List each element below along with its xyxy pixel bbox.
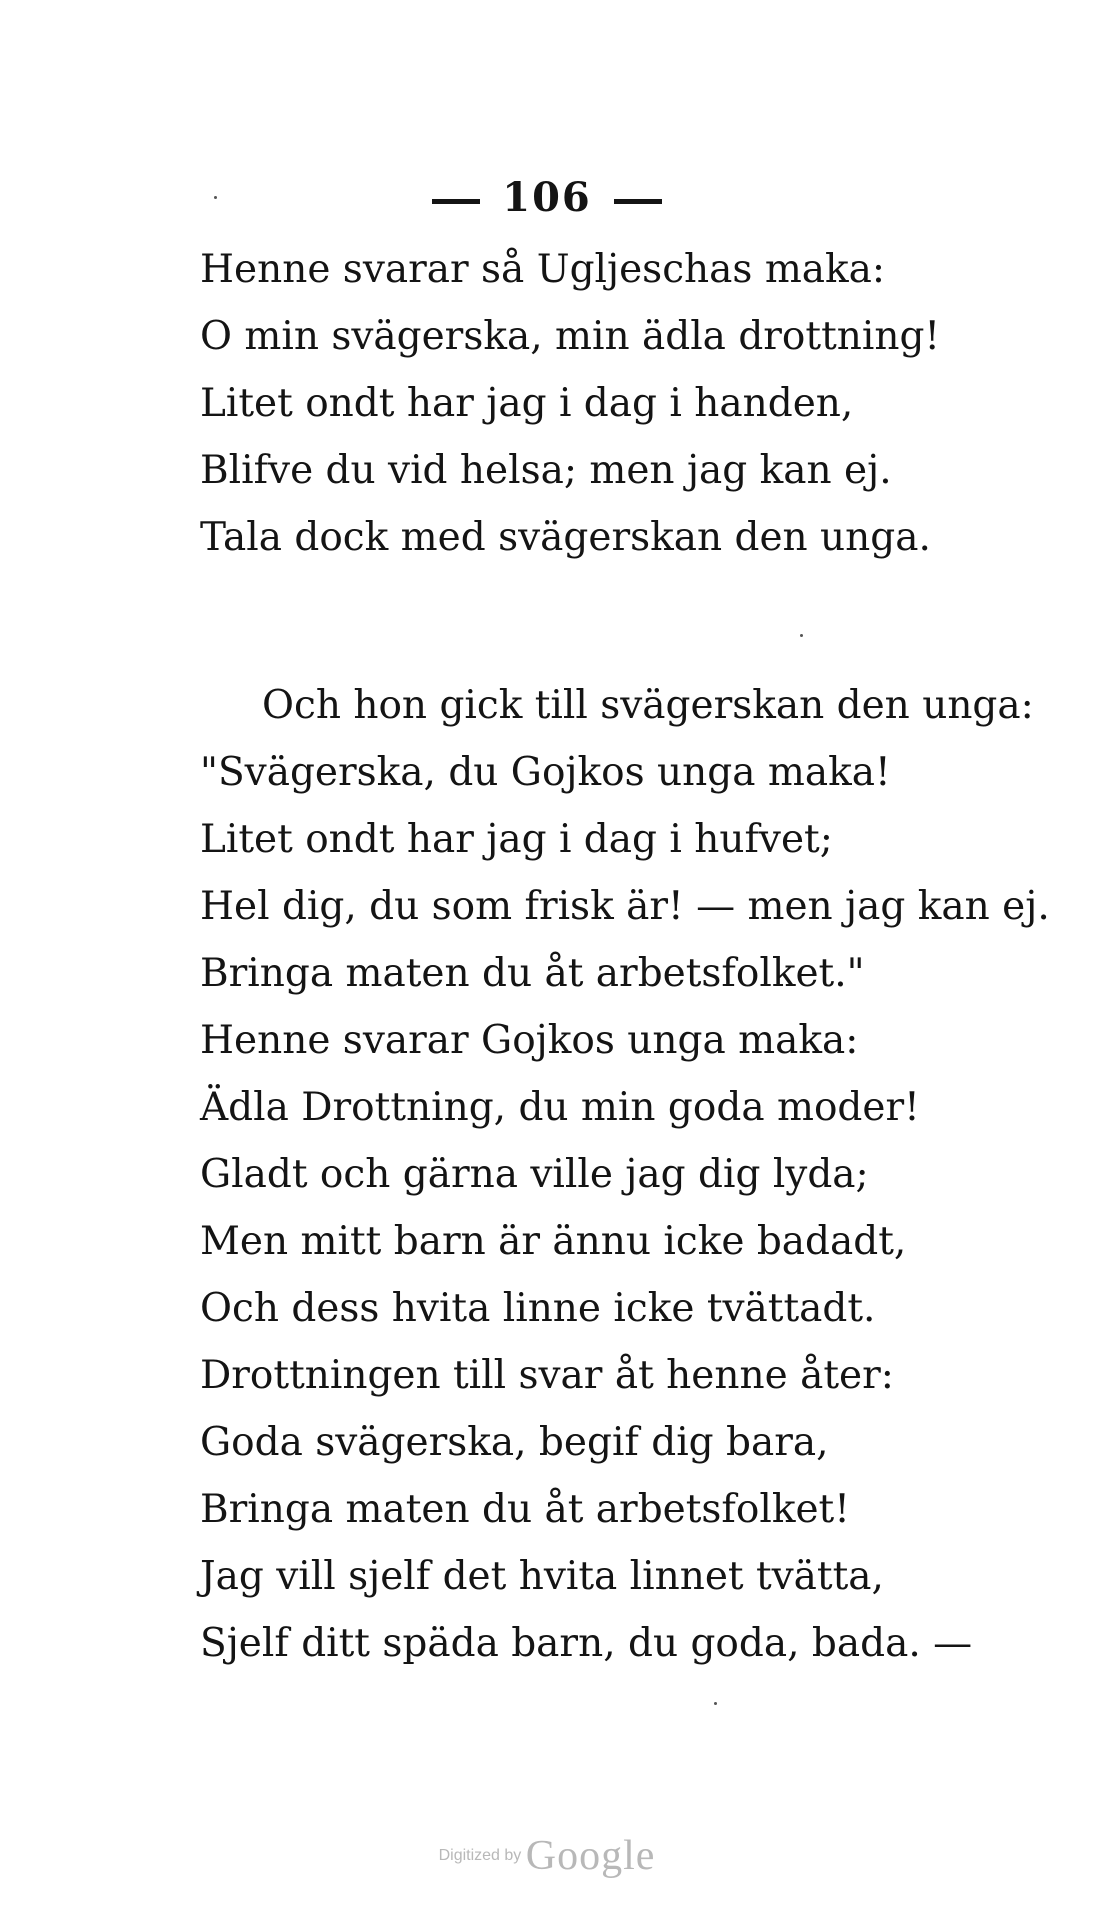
verse-line: Goda svägerska, begif dig bara, [200, 1420, 829, 1465]
stanza-1 [200, 236, 1060, 571]
verse-line: Henne svarar Gojkos unga maka: [200, 1018, 859, 1063]
verse-line: "Svägerska, du Gojkos unga maka! [200, 750, 891, 795]
verse-line: Gladt och gärna ville jag dig lyda; [200, 1152, 869, 1197]
page-header [0, 168, 1094, 228]
verse-line: Litet ondt har jag i dag i hufvet; [200, 817, 833, 862]
verse-line: Litet ondt har jag i dag i handen, [200, 381, 854, 426]
verse-line: Ädla Drottning, du min goda moder! [200, 1085, 920, 1130]
digitized-watermark [0, 1832, 1094, 1880]
verse-line: Henne svarar så Ugljeschas maka: [200, 247, 886, 292]
verse-line: Och hon gick till svägerskan den unga: [262, 683, 1034, 728]
google-logo: Google [525, 1833, 656, 1879]
header-dash-right [614, 199, 662, 204]
verse-line: Bringa maten du åt arbetsfolket! [200, 1487, 850, 1532]
verse-line: Bringa maten du åt arbetsfolket." [200, 951, 865, 996]
watermark-prefix: Digitized by [438, 1847, 522, 1864]
verse-line: Sjelf ditt späda barn, du goda, bada. — [200, 1621, 973, 1666]
verse-line: Blifve du vid helsa; men jag kan ej. [200, 448, 892, 493]
verse-line: Och dess hvita linne icke tvättadt. [200, 1286, 876, 1331]
page-number: 106 [502, 174, 592, 221]
stanza-2 [200, 672, 1060, 1677]
ink-speck [714, 1702, 717, 1705]
verse-line: Jag vill sjelf det hvita linnet tvätta, [200, 1554, 884, 1599]
header-dash-left [432, 199, 480, 204]
ink-speck [800, 634, 803, 637]
verse-line: Drottningen till svar åt henne åter: [200, 1353, 894, 1398]
verse-line: Men mitt barn är ännu icke badadt, [200, 1219, 907, 1264]
verse-line: Tala dock med svägerskan den unga. [200, 515, 931, 560]
verse-line: Hel dig, du som frisk är! — men jag kan ej. [200, 884, 1050, 929]
verse-line: O min svägerska, min ädla drottning! [200, 314, 941, 359]
